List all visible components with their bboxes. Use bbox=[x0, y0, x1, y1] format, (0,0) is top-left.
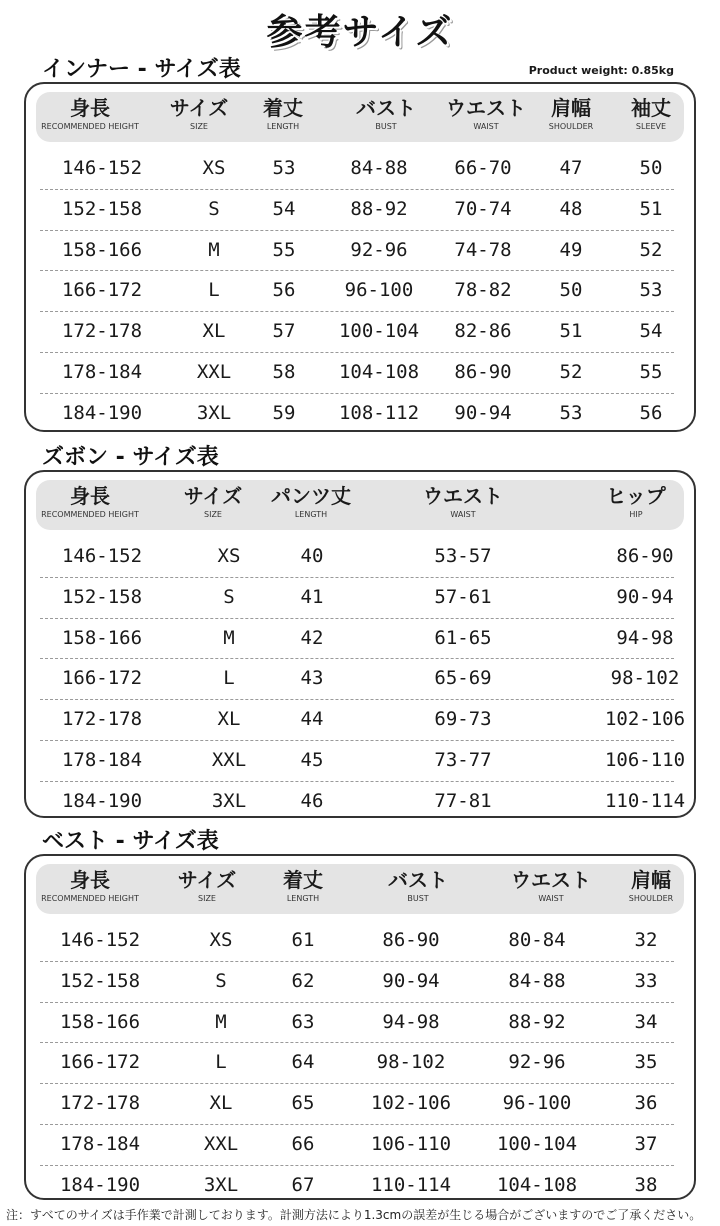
table-cell: 44 bbox=[300, 708, 324, 731]
table-cell: 106-110 bbox=[604, 749, 686, 771]
table-row bbox=[40, 393, 674, 434]
table-cell: 152-158 bbox=[61, 585, 143, 608]
table-cell: 53 bbox=[639, 279, 663, 302]
table-row bbox=[40, 189, 674, 231]
table-cell: 33 bbox=[634, 969, 658, 992]
table-row bbox=[40, 920, 674, 962]
vest-size-table bbox=[24, 854, 696, 1200]
table-cell: 52 bbox=[639, 238, 663, 261]
table-row bbox=[40, 230, 674, 272]
table-cell: XXL bbox=[196, 361, 232, 383]
table-row bbox=[40, 1002, 674, 1044]
table-cell: L bbox=[215, 1051, 227, 1074]
table-cell: 84-88 bbox=[508, 969, 566, 992]
table-cell: 104-108 bbox=[496, 1173, 578, 1196]
header-cell: 肩幅 SHOULDER bbox=[548, 96, 594, 131]
table-row bbox=[40, 781, 686, 822]
table-cell: 146-152 bbox=[59, 929, 141, 951]
table-cell: 102-106 bbox=[604, 708, 686, 731]
table-cell: 37 bbox=[634, 1133, 658, 1155]
table-cell: 100-104 bbox=[496, 1133, 578, 1155]
header-cell: 着丈 LENGTH bbox=[283, 868, 323, 903]
table-cell: 92-96 bbox=[508, 1051, 566, 1074]
table-cell: 166-172 bbox=[61, 279, 143, 302]
table-cell: 98-102 bbox=[376, 1051, 446, 1074]
table-cell: XXL bbox=[203, 1133, 239, 1155]
header-cell: パンツ丈 LENGTH bbox=[271, 484, 351, 519]
header-cell: ウエスト WAIST bbox=[511, 868, 591, 903]
table-cell: 38 bbox=[634, 1173, 658, 1196]
table-cell: 172-178 bbox=[61, 320, 143, 343]
table-cell: M bbox=[208, 238, 220, 261]
table-row bbox=[40, 658, 680, 700]
table-cell: 184-190 bbox=[61, 789, 143, 812]
table-cell: 57-61 bbox=[434, 585, 492, 608]
table-cell: 70-74 bbox=[454, 197, 512, 220]
table-cell: 110-114 bbox=[604, 789, 686, 812]
table-cell: L bbox=[223, 667, 235, 690]
table-cell: 61-65 bbox=[434, 626, 492, 649]
table-cell: 84-88 bbox=[350, 157, 408, 179]
table-cell: 86-90 bbox=[616, 545, 674, 567]
table-cell: L bbox=[208, 279, 220, 302]
table-cell: 77-81 bbox=[434, 789, 492, 812]
table-cell: 50 bbox=[559, 279, 583, 302]
header-cell: 着丈 LENGTH bbox=[263, 96, 303, 131]
table-cell: S bbox=[215, 969, 227, 992]
table-cell: 184-190 bbox=[59, 1173, 141, 1196]
table-cell: 47 bbox=[559, 157, 583, 179]
table-cell: 88-92 bbox=[350, 197, 408, 220]
header-cell: バスト BUST bbox=[356, 96, 416, 131]
table-cell: 65-69 bbox=[434, 667, 492, 690]
table-cell: 172-178 bbox=[59, 1092, 141, 1115]
table-cell: 86-90 bbox=[382, 929, 440, 951]
table-cell: M bbox=[215, 1010, 227, 1033]
table-cell: 92-96 bbox=[350, 238, 408, 261]
table-cell: 54 bbox=[272, 197, 296, 220]
page-title: 参考サイズ bbox=[266, 12, 454, 53]
table-row bbox=[40, 577, 674, 619]
table-cell: 56 bbox=[272, 279, 296, 302]
table-row bbox=[40, 1083, 674, 1125]
table-cell: 152-158 bbox=[59, 969, 141, 992]
table-row bbox=[40, 740, 686, 782]
table-row bbox=[40, 352, 674, 394]
header-cell: ヒップ HIP bbox=[606, 484, 666, 519]
table-cell: 100-104 bbox=[338, 320, 420, 343]
table-row bbox=[40, 1124, 674, 1166]
table-cell: M bbox=[223, 626, 235, 649]
header-cell: ウエスト WAIST bbox=[423, 484, 503, 519]
inner-size-table bbox=[24, 82, 696, 432]
table-cell: XL bbox=[209, 1092, 233, 1115]
table-row bbox=[40, 1042, 674, 1084]
table-header bbox=[36, 92, 684, 142]
table-cell: 158-166 bbox=[61, 626, 143, 649]
table-cell: 34 bbox=[634, 1010, 658, 1033]
table-cell: 166-172 bbox=[59, 1051, 141, 1074]
table-row bbox=[40, 536, 674, 578]
table-cell: 62 bbox=[291, 969, 315, 992]
table-cell: 45 bbox=[300, 749, 324, 771]
table-cell: 3XL bbox=[203, 1173, 239, 1196]
table-cell: 46 bbox=[300, 789, 324, 812]
table-cell: 90-94 bbox=[454, 401, 512, 424]
table-cell: 94-98 bbox=[616, 626, 674, 649]
table-cell: 51 bbox=[639, 197, 663, 220]
vest-section-title: ベスト - サイズ表 bbox=[42, 829, 219, 854]
table-cell: 106-110 bbox=[370, 1133, 452, 1155]
table-row bbox=[40, 148, 674, 190]
table-cell: 54 bbox=[639, 320, 663, 343]
table-header bbox=[36, 864, 684, 914]
table-cell: 88-92 bbox=[508, 1010, 566, 1033]
table-cell: 166-172 bbox=[61, 667, 143, 690]
table-cell: 35 bbox=[634, 1051, 658, 1074]
table-cell: 63 bbox=[291, 1010, 315, 1033]
table-cell: 51 bbox=[559, 320, 583, 343]
table-cell: 158-166 bbox=[59, 1010, 141, 1033]
table-cell: 96-100 bbox=[344, 279, 414, 302]
table-cell: 184-190 bbox=[61, 401, 143, 424]
table-cell: S bbox=[208, 197, 220, 220]
table-cell: 66 bbox=[291, 1133, 315, 1155]
table-cell: 52 bbox=[559, 361, 583, 383]
table-cell: 61 bbox=[291, 929, 315, 951]
table-cell: 158-166 bbox=[61, 238, 143, 261]
header-cell: サイズ SIZE bbox=[177, 868, 237, 903]
pants-section-title: ズボン - サイズ表 bbox=[42, 445, 219, 470]
table-cell: 86-90 bbox=[454, 361, 512, 383]
table-cell: 41 bbox=[300, 585, 324, 608]
table-cell: 57 bbox=[272, 320, 296, 343]
table-cell: 67 bbox=[291, 1173, 315, 1196]
table-cell: XS bbox=[202, 157, 226, 179]
table-cell: 98-102 bbox=[610, 667, 680, 690]
table-cell: 59 bbox=[272, 401, 296, 424]
table-cell: 80-84 bbox=[508, 929, 566, 951]
table-cell: 32 bbox=[634, 929, 658, 951]
measurement-note: 注：すべてのサイズは手作業で計測しております。計測方法により1.3cmの誤差が生じる場合がございますのでご了承ください。 bbox=[6, 1208, 702, 1222]
table-cell: XS bbox=[217, 545, 241, 567]
table-cell: 40 bbox=[300, 545, 324, 567]
table-cell: XXL bbox=[211, 749, 247, 771]
product-weight: Product weight: 0.85kg bbox=[528, 64, 674, 77]
table-row bbox=[40, 311, 674, 353]
table-cell: 69-73 bbox=[434, 708, 492, 731]
table-cell: 178-184 bbox=[59, 1133, 141, 1155]
table-cell: 152-158 bbox=[61, 197, 143, 220]
table-cell: 55 bbox=[272, 238, 296, 261]
table-row bbox=[40, 1165, 674, 1206]
table-row bbox=[40, 699, 686, 741]
table-cell: XS bbox=[209, 929, 233, 951]
header-cell: 身長 RECOMMENDED HEIGHT bbox=[41, 868, 139, 903]
inner-section-title: インナー - サイズ表 bbox=[42, 57, 241, 82]
table-cell: 146-152 bbox=[61, 545, 143, 567]
table-cell: 66-70 bbox=[454, 157, 512, 179]
table-cell: 53 bbox=[272, 157, 296, 179]
table-cell: 53-57 bbox=[434, 545, 492, 567]
header-cell: 身長 RECOMMENDED HEIGHT bbox=[41, 484, 139, 519]
table-cell: 48 bbox=[559, 197, 583, 220]
table-cell: 55 bbox=[639, 361, 663, 383]
table-cell: 82-86 bbox=[454, 320, 512, 343]
table-cell: 110-114 bbox=[370, 1173, 452, 1196]
table-cell: XL bbox=[217, 708, 241, 731]
table-cell: 108-112 bbox=[338, 401, 420, 424]
table-cell: 172-178 bbox=[61, 708, 143, 731]
table-cell: 50 bbox=[639, 157, 663, 179]
table-cell: 78-82 bbox=[454, 279, 512, 302]
table-cell: 90-94 bbox=[382, 969, 440, 992]
table-cell: 146-152 bbox=[61, 157, 143, 179]
table-cell: 53 bbox=[559, 401, 583, 424]
header-cell: サイズ SIZE bbox=[183, 484, 243, 519]
table-cell: 74-78 bbox=[454, 238, 512, 261]
header-cell: バスト BUST bbox=[388, 868, 448, 903]
header-cell: ウエスト WAIST bbox=[446, 96, 526, 131]
header-cell: 肩幅 SHOULDER bbox=[628, 868, 674, 903]
pants-size-table bbox=[24, 470, 696, 818]
table-cell: 94-98 bbox=[382, 1010, 440, 1033]
header-cell: 袖丈 SLEEVE bbox=[631, 96, 671, 131]
table-cell: 102-106 bbox=[370, 1092, 452, 1115]
table-cell: 36 bbox=[634, 1092, 658, 1115]
table-cell: 42 bbox=[300, 626, 324, 649]
table-cell: 178-184 bbox=[61, 749, 143, 771]
table-row bbox=[40, 618, 674, 660]
table-cell: 96-100 bbox=[502, 1092, 572, 1115]
table-cell: 49 bbox=[559, 238, 583, 261]
table-cell: 58 bbox=[272, 361, 296, 383]
table-cell: 43 bbox=[300, 667, 324, 690]
table-cell: 65 bbox=[291, 1092, 315, 1115]
header-cell: サイズ SIZE bbox=[169, 96, 229, 131]
table-cell: 3XL bbox=[196, 401, 232, 424]
table-row bbox=[40, 270, 674, 312]
table-cell: XL bbox=[202, 320, 226, 343]
table-cell: 90-94 bbox=[616, 585, 674, 608]
table-cell: 178-184 bbox=[61, 361, 143, 383]
table-cell: 64 bbox=[291, 1051, 315, 1074]
table-header bbox=[36, 480, 684, 530]
header-cell: 身長 RECOMMENDED HEIGHT bbox=[41, 96, 139, 131]
table-cell: 104-108 bbox=[338, 361, 420, 383]
table-cell: 56 bbox=[639, 401, 663, 424]
table-cell: S bbox=[223, 585, 235, 608]
table-row bbox=[40, 961, 674, 1003]
table-cell: 73-77 bbox=[434, 749, 492, 771]
table-cell: 3XL bbox=[211, 789, 247, 812]
